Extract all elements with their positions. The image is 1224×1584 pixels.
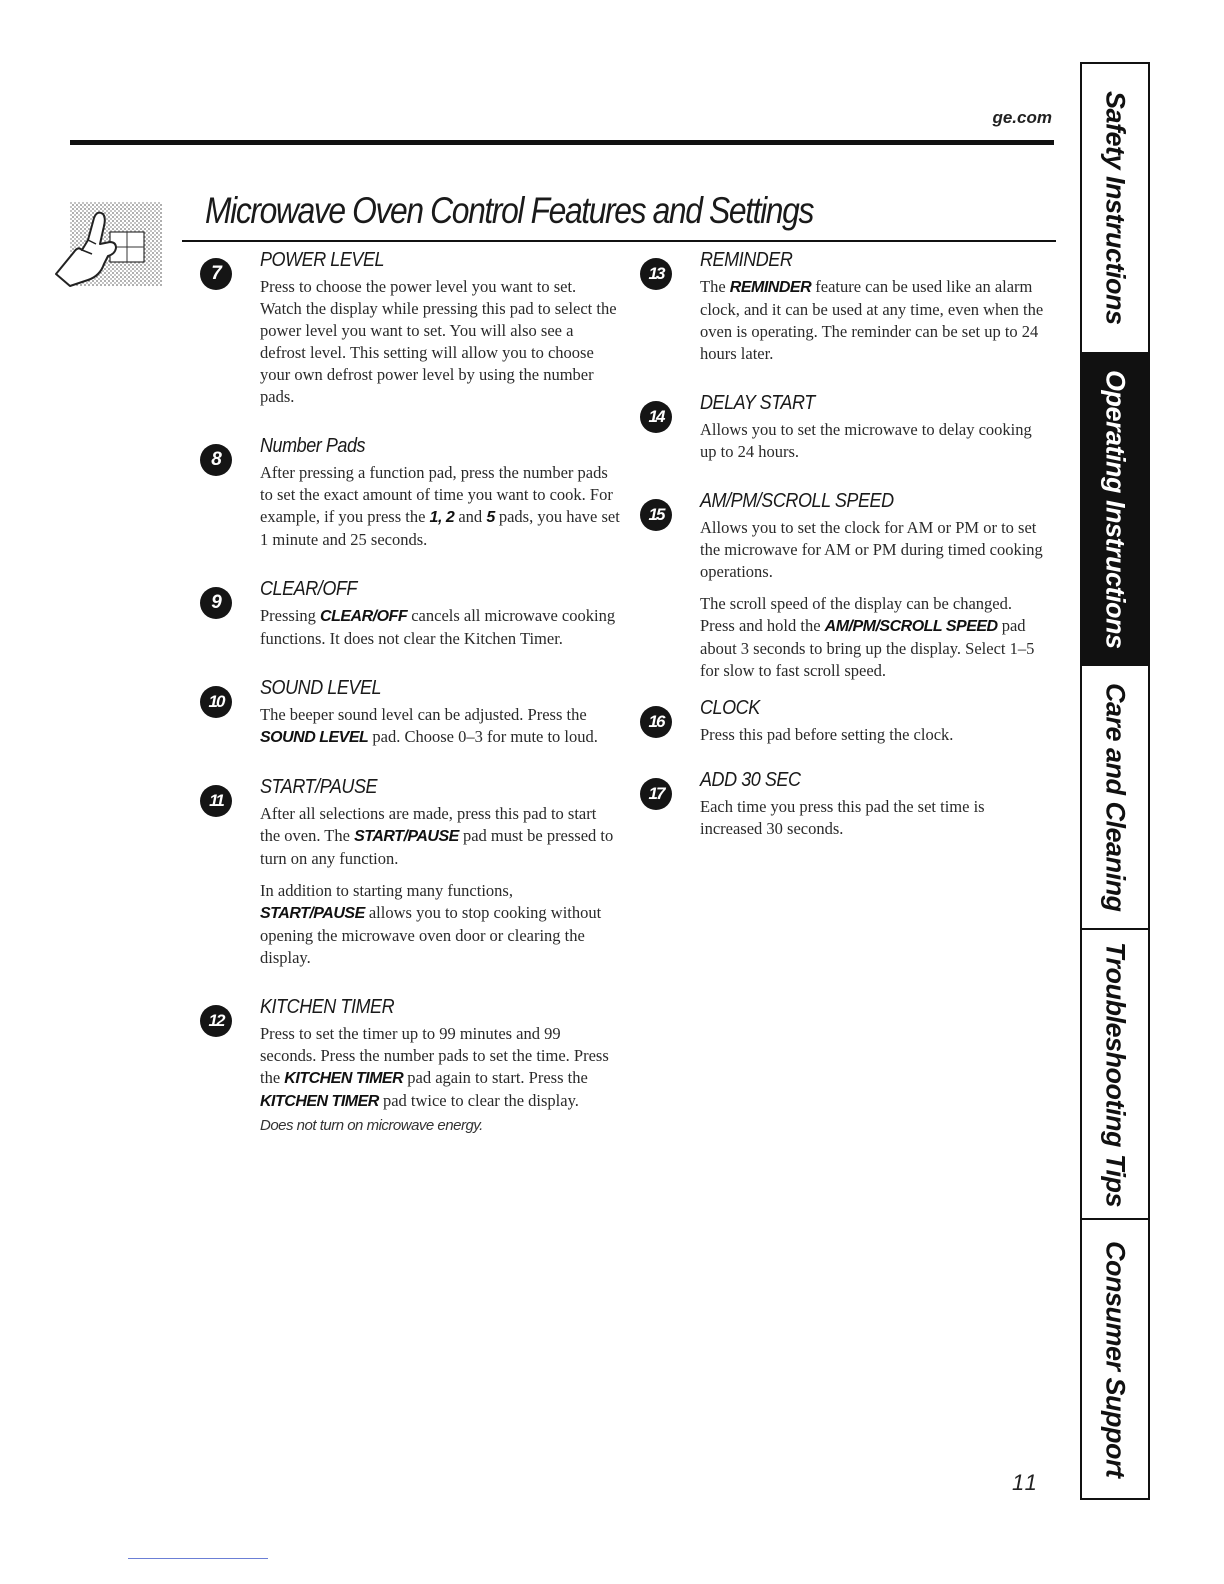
tab-label: Consumer Support — [1100, 1240, 1131, 1478]
feature-am-pm-scroll-speed — [640, 489, 1050, 682]
keyword: REMINDER — [729, 279, 812, 296]
header-url: ge.com — [992, 108, 1052, 127]
feature-number-badge: 16 — [640, 706, 672, 738]
keyword: SOUND LEVEL — [260, 729, 369, 746]
feature-description: The REMINDER feature can be used like an alarm clock, and it can be used at any time, even when the oven is operating. The reminder can be set up to 24 hours later. — [700, 277, 1044, 363]
page-number: 11 — [1012, 1470, 1039, 1495]
feature-heading: SOUND LEVEL — [260, 677, 382, 699]
feature-start-pause — [200, 775, 620, 969]
keyword: CLEAR/OFF — [320, 608, 408, 625]
keyword: 1, 2 — [429, 509, 455, 526]
feature-heading: START/PAUSE — [260, 776, 378, 798]
feature-heading: KITCHEN TIMER — [260, 996, 395, 1018]
feature-heading: DELAY START — [700, 392, 815, 414]
feature-description: Allows you to set the microwave to delay cooking up to 24 hours. — [700, 420, 1032, 461]
feature-description: After pressing a function pad, press the number pads to set the exact amount of time you want to cook. For example, if you press the 1, 2 and 5 pads, you have set 1 minute and 25 seconds. — [260, 463, 620, 549]
feature-heading: CLEAR/OFF — [260, 578, 357, 600]
tab-label: Operating Instructions — [1100, 369, 1131, 649]
tab-safety-instructions[interactable] — [1082, 64, 1148, 354]
page-title: Microwave Oven Control Features and Settings — [205, 190, 813, 231]
feature-description: Allows you to set the clock for AM or PM or to set the microwave for AM or PM during timed cooking operations. — [700, 518, 1043, 581]
feature-number-badge: 15 — [640, 499, 672, 531]
keyword: KITCHEN TIMER — [284, 1070, 404, 1087]
tab-label: Care and Cleaning — [1100, 682, 1131, 912]
tab-troubleshooting-tips[interactable] — [1082, 930, 1148, 1220]
feature-description: Each time you press this pad the set time is increased 30 seconds. — [700, 797, 985, 838]
feature-kitchen-timer — [200, 995, 620, 1134]
tab-label: Troubleshooting Tips — [1100, 941, 1131, 1207]
feature-number-badge: 8 — [200, 444, 232, 476]
feature-number-badge: 14 — [640, 401, 672, 433]
keyword: START/PAUSE — [354, 828, 459, 845]
feature-heading: POWER LEVEL — [260, 249, 385, 271]
feature-delay-start — [640, 391, 1050, 463]
feature-heading: REMINDER — [700, 249, 793, 271]
feature-description: Press to choose the power level you want to set. Watch the display while pressing this pad to select the power level you want to set. You will also see a defrost level. This setting will allow you to choose your own defrost power level by using the number pads. — [260, 277, 617, 406]
feature-clear-off — [200, 577, 620, 650]
feature-reminder — [640, 248, 1050, 365]
feature-heading: Number Pads — [260, 435, 366, 457]
feature-description: In addition to starting many functions, START/PAUSE allows you to stop cooking without opening the microwave oven door or clearing the display. — [260, 881, 602, 967]
features-left-column — [200, 248, 620, 1134]
feature-number-badge: 10 — [200, 686, 232, 718]
feature-heading: AM/PM/SCROLL SPEED — [700, 490, 894, 512]
feature-clock — [640, 696, 1050, 746]
feature-number-badge: 13 — [640, 258, 672, 290]
feature-number-badge: 11 — [200, 785, 232, 817]
keyword: AM/PM/SCROLL SPEED — [824, 618, 998, 635]
feature-sound-level — [200, 676, 620, 749]
keyword: 5 — [486, 509, 495, 526]
feature-power-level — [200, 248, 620, 408]
feature-number-badge: 12 — [200, 1005, 232, 1037]
hand-pressing-keypad-icon — [52, 196, 170, 292]
tab-label: Safety Instructions — [1100, 91, 1131, 325]
footer-link-underline — [128, 1558, 268, 1559]
feature-number-badge: 9 — [200, 587, 232, 619]
keyword: KITCHEN TIMER — [260, 1093, 379, 1110]
feature-description: Press to set the timer up to 99 minutes and 99 seconds. Press the number pads to set the time. Press the KITCHEN TIMER pad again to start. Press the KITCHEN TIMER pad twice to clear the display. — [260, 1024, 609, 1110]
feature-add-30-sec — [640, 768, 1050, 840]
section-tabs — [1080, 62, 1150, 1500]
feature-number-badge: 7 — [200, 258, 232, 290]
tab-operating-instructions[interactable] — [1082, 354, 1148, 666]
feature-number-pads — [200, 434, 620, 551]
keyword: START/PAUSE — [260, 905, 365, 922]
title-rule — [182, 240, 1056, 242]
feature-heading: CLOCK — [700, 697, 760, 719]
tab-consumer-support[interactable] — [1082, 1220, 1148, 1498]
feature-description: The beeper sound level can be adjusted. Press the SOUND LEVEL pad. Choose 0–3 for mute to loud. — [260, 705, 598, 746]
feature-description: Press this pad before setting the clock. — [700, 725, 954, 744]
feature-heading: ADD 30 SEC — [700, 769, 801, 791]
feature-description: After all selections are made, press this pad to start the oven. The START/PAUSE pad must be pressed to turn on any function. — [260, 804, 614, 868]
feature-note: Does not turn on microwave energy. — [260, 1117, 483, 1134]
feature-number-badge: 17 — [640, 778, 672, 810]
tab-care-and-cleaning[interactable] — [1082, 666, 1148, 930]
features-right-column — [640, 248, 1050, 840]
feature-description: The scroll speed of the display can be changed. Press and hold the AM/PM/SCROLL SPEED pad about 3 seconds to bring up the display. Select 1–5 for slow to fast scroll speed. — [700, 594, 1035, 680]
header-rule — [70, 140, 1054, 145]
feature-description: Pressing CLEAR/OFF cancels all microwave cooking functions. It does not clear the Kitchen Timer. — [260, 606, 616, 648]
